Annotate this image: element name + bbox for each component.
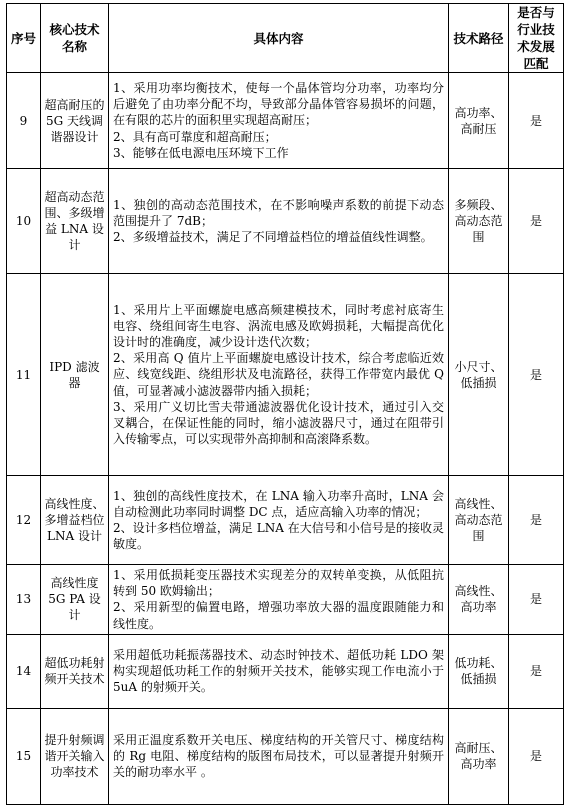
table-row: [7, 476, 564, 565]
row-content: [109, 708, 449, 804]
content-line: 1、采用低损耗变压器技术实现差分的双转单变换，从低阻抗转到 50 欧姆输出；: [113, 568, 444, 599]
row-match: 是: [509, 565, 564, 635]
row-number: 11: [7, 274, 41, 476]
row-content: [109, 73, 449, 169]
row-tech-name: 超高动态范围、多级增益 LNA 设计: [41, 169, 109, 274]
table-row: [7, 169, 564, 274]
header-tech-name: 核心技术名称: [41, 4, 109, 73]
content-line: 1、采用功率均衡技术，使每一个晶体管均分功率，功率均分后避免了由功率分配不均，导致部分晶体管容易损坏的问题，在有限的芯片的面积里实现超高耐压；: [113, 80, 444, 128]
content-line: 3、采用广义切比雪夫带通滤波器优化设计技术，通过引入交叉耦合，在保证性能的同时，缩小滤波器尺寸，通过在阻带引入传输零点，可以实现带外高抑制和高滚降系数。: [113, 399, 444, 447]
row-tech-path: 高功率、高耐压: [449, 73, 509, 169]
header-tech-path: 技术路径: [449, 4, 509, 73]
row-tech-path: 高线性、高功率: [449, 565, 509, 635]
row-content: [109, 634, 449, 708]
row-content: [109, 565, 449, 635]
row-number: 10: [7, 169, 41, 274]
row-tech-path: 小尺寸、低插损: [449, 274, 509, 476]
row-match: 是: [509, 274, 564, 476]
content-line: 2、设计多档位增益，满足 LNA 在大信号和小信号是的接收灵敏度。: [113, 521, 444, 552]
row-number: 15: [7, 708, 41, 804]
row-tech-path: 高耐压、高功率: [449, 708, 509, 804]
row-tech-path: 低功耗、低插损: [449, 634, 509, 708]
row-tech-path: 高线性、高动态范围: [449, 476, 509, 565]
header-row: [7, 4, 564, 73]
row-tech-name: 提升射频调谐开关输入功率技术: [41, 708, 109, 804]
header-no: 序号: [7, 4, 41, 73]
row-tech-name: 超低功耗射频开关技术: [41, 634, 109, 708]
row-number: 9: [7, 73, 41, 169]
row-number: 13: [7, 565, 41, 635]
table-row: [7, 565, 564, 635]
content-line: 3、能够在低电源电压环境下工作: [113, 145, 289, 160]
table-row: [7, 274, 564, 476]
tech-table: [6, 3, 564, 805]
content-line: 1、独创的高线性度技术，在 LNA 输入功率升高时，LNA 会自动检测此功率同时调整 DC 点，适应高输入功率的情况；: [113, 488, 444, 519]
row-tech-name: 超高耐压的 5G 天线调谐器设计: [41, 73, 109, 169]
header-content: 具体内容: [109, 4, 449, 73]
row-tech-name: 高线性度、多增益档位 LNA 设计: [41, 476, 109, 565]
row-tech-path: 多频段、高动态范围: [449, 169, 509, 274]
content-line: 1、独创的高动态范围技术，在不影响噪声系数的前提下动态范围提升了 7dB；: [113, 197, 444, 228]
row-content: [109, 169, 449, 274]
row-number: 12: [7, 476, 41, 565]
table-row: [7, 73, 564, 169]
row-match: 是: [509, 169, 564, 274]
row-match: 是: [509, 476, 564, 565]
row-number: 14: [7, 634, 41, 708]
row-match: 是: [509, 634, 564, 708]
content-line: 1、采用片上平面螺旋电感高频建模技术，同时考虑衬底寄生电容、绕组间寄生电容、涡流电感及欧姆损耗，大幅提高优化设计时的准确度，减少设计迭代次数；: [113, 302, 444, 349]
content-line: 2、具有高可靠度和超高耐压；: [113, 129, 277, 144]
row-tech-name: 高线性度 5G PA 设计: [41, 565, 109, 635]
row-match: 是: [509, 73, 564, 169]
content-line: 采用正温度系数开关电压、梯度结构的开关管尺寸、梯度结构的 Rg 电阻、梯度结构的版图布局技术，可以显著提升射频开关的耐功率水平 。: [113, 733, 444, 780]
row-tech-name: IPD 滤波器: [41, 274, 109, 476]
table-row: [7, 708, 564, 804]
row-match: 是: [509, 708, 564, 804]
content-line: 采用超低功耗振荡器技术、动态时钟技术、超低功耗 LDO 架构实现超低功耗工作的射频开关技术，能够实现工作电流小于 5uA 的射频开关。: [113, 648, 444, 695]
row-content: [109, 476, 449, 565]
content-line: 2、采用高 Q 值片上平面螺旋电感设计技术，综合考虑临近效应、线宽线距、绕组形状及电流路径，获得工作带宽内最优 Q 值，可显著减小滤波器带内插入损耗；: [113, 351, 444, 398]
header-industry-match: 是否与行业技术发展匹配: [509, 4, 564, 73]
row-content: [109, 274, 449, 476]
content-line: 2、多级增益技术，满足了不同增益档位的增益值线性调整。: [113, 230, 433, 245]
content-line: 2、采用新型的偏置电路，增强功率放大器的温度跟随能力和线性度。: [113, 600, 444, 631]
table-row: [7, 634, 564, 708]
